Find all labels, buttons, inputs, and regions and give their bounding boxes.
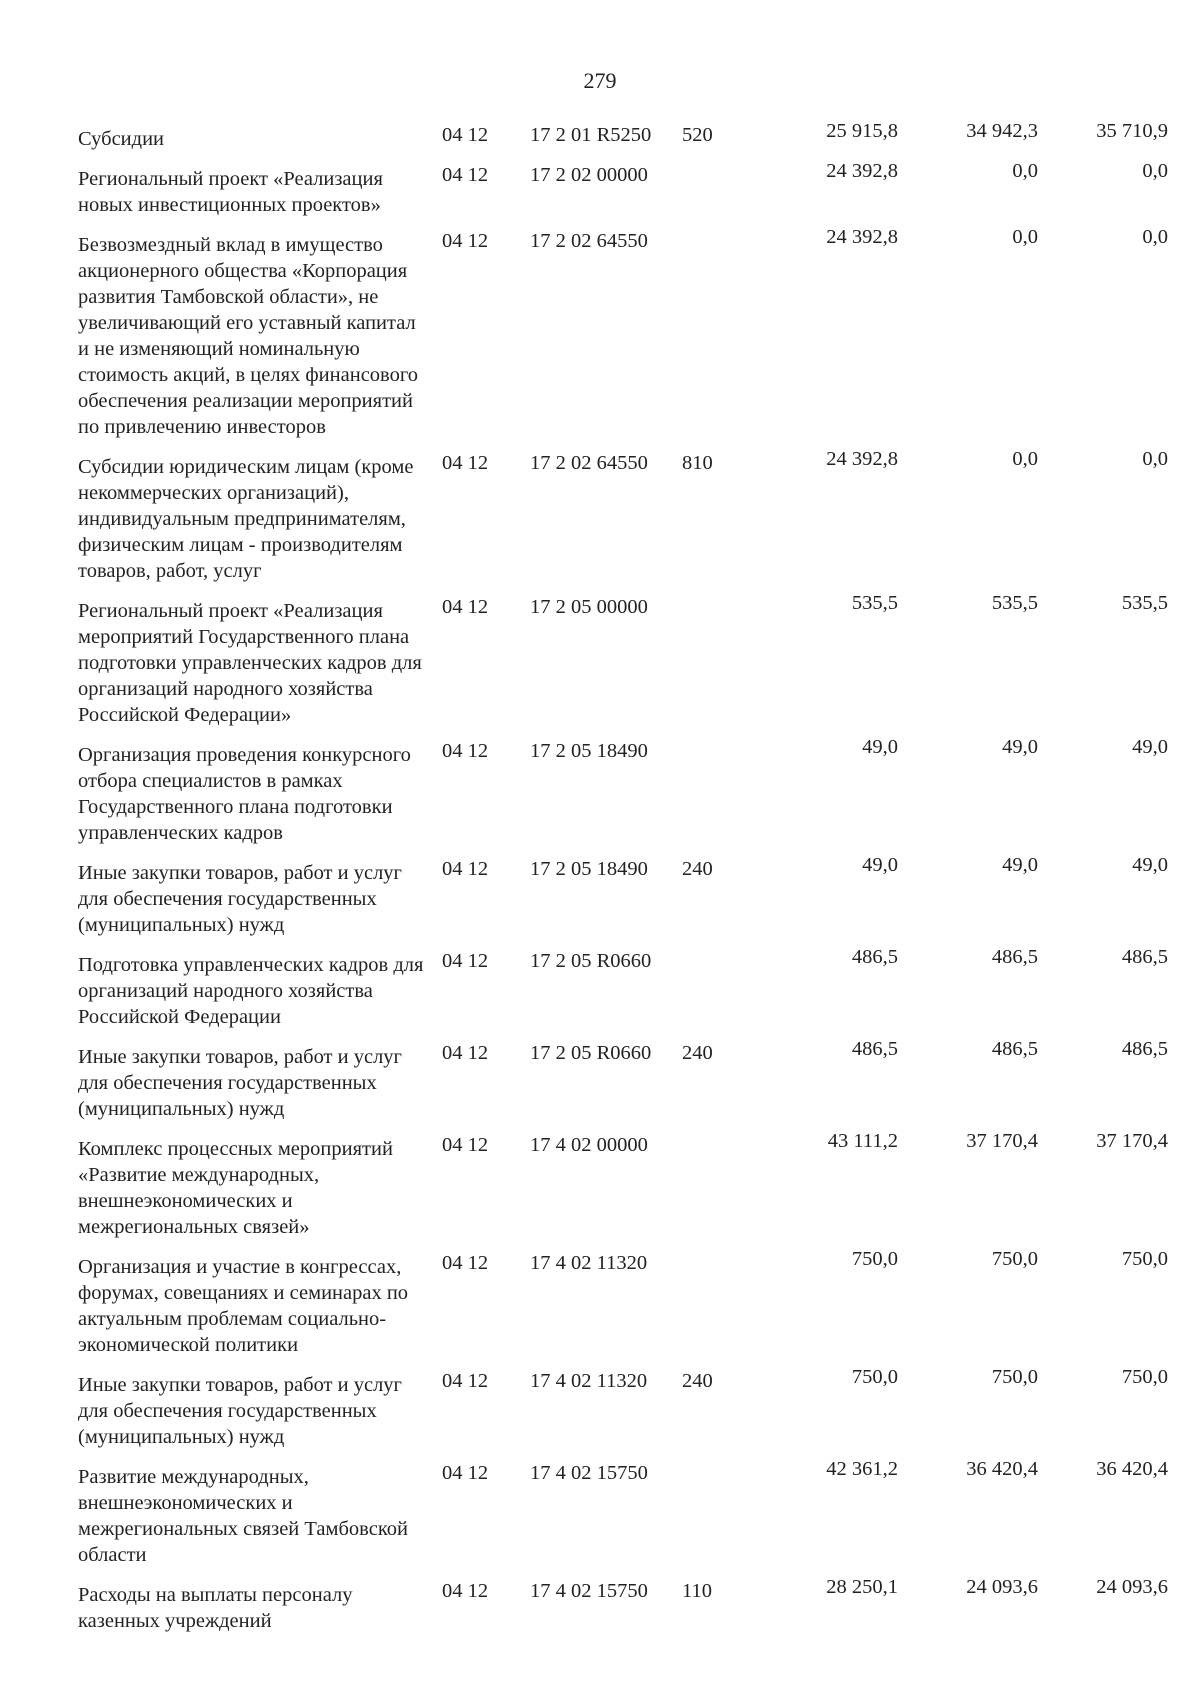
row-value-3: 750,0 — [1121, 1366, 1168, 1388]
table-row — [78, 1364, 1168, 1456]
row-kind: 240 — [682, 1042, 713, 1064]
table-row — [78, 118, 1168, 158]
row-section: 04 12 — [442, 950, 489, 972]
row-value-2: 0,0 — [1012, 448, 1038, 470]
row-value-1: 28 250,1 — [826, 1576, 898, 1598]
table-row — [78, 1128, 1168, 1246]
row-value-3: 0,0 — [1142, 448, 1168, 470]
row-section: 04 12 — [442, 230, 489, 252]
row-section: 04 12 — [442, 858, 489, 880]
table-row — [78, 1574, 1168, 1640]
row-kind — [678, 1456, 748, 1568]
row-name: Региональный проект «Реализация мероприятий Государственного плана подготовки управленческих кадров для организаций народного хозяйства Российской Федерации» — [78, 600, 422, 726]
row-kind — [678, 158, 748, 218]
row-value-3: 24 093,6 — [1096, 1576, 1168, 1598]
row-kind — [678, 224, 748, 440]
row-section: 04 12 — [442, 740, 489, 762]
table-row — [78, 158, 1168, 224]
row-value-2: 49,0 — [1002, 736, 1038, 758]
budget-table — [78, 118, 1168, 1640]
row-code: 17 4 02 11320 — [530, 1252, 648, 1274]
row-code: 17 2 02 00000 — [530, 164, 648, 186]
row-code: 17 2 05 18490 — [530, 858, 648, 880]
row-name: Иные закупки товаров, работ и услуг для обеспечения государственных (муниципальных) нужд — [78, 1046, 402, 1120]
row-kind — [678, 1128, 748, 1240]
row-value-1: 24 392,8 — [826, 448, 898, 470]
row-kind — [678, 944, 748, 1030]
row-value-1: 486,5 — [851, 1038, 898, 1060]
table-row — [78, 1456, 1168, 1574]
row-value-1: 750,0 — [851, 1248, 898, 1270]
row-value-2: 750,0 — [991, 1248, 1038, 1270]
row-section: 04 12 — [442, 1042, 489, 1064]
table-row — [78, 590, 1168, 734]
row-value-2: 36 420,4 — [966, 1458, 1038, 1480]
row-value-3: 49,0 — [1132, 854, 1168, 876]
row-name: Организация проведения конкурсного отбора специалистов в рамках Государственного плана подготовки управленческих кадров — [78, 744, 411, 844]
table-row — [78, 1246, 1168, 1364]
row-kind: 520 — [682, 124, 713, 146]
row-value-1: 24 392,8 — [826, 160, 898, 182]
row-name: Иные закупки товаров, работ и услуг для обеспечения государственных (муниципальных) нужд — [78, 1374, 402, 1448]
row-code: 17 4 02 11320 — [530, 1370, 648, 1392]
row-value-2: 0,0 — [1012, 160, 1038, 182]
row-section: 04 12 — [442, 1134, 489, 1156]
row-value-3: 486,5 — [1121, 1038, 1168, 1060]
row-section: 04 12 — [442, 124, 489, 146]
row-code: 17 4 02 15750 — [530, 1580, 648, 1602]
row-section: 04 12 — [442, 1462, 489, 1484]
row-value-1: 42 361,2 — [826, 1458, 898, 1480]
row-value-3: 37 170,4 — [1096, 1130, 1168, 1152]
row-name: Субсидии юридическим лицам (кроме некоммерческих организаций), индивидуальным предпринимателям, физическим лицам - производителям товаров, работ, услуг — [78, 456, 414, 582]
row-value-1: 486,5 — [851, 946, 898, 968]
row-section: 04 12 — [442, 596, 489, 618]
row-value-3: 35 710,9 — [1096, 120, 1168, 142]
row-value-3: 486,5 — [1121, 946, 1168, 968]
row-name: Безвозмездный вклад в имущество акционерного общества «Корпорация развития Тамбовской области», не увеличивающий его уставный капитал и не изменяющий номинальную стоимость акций, в целях финансового обеспечения реализации мероприятий по привлечению инвесторов — [78, 234, 418, 438]
row-kind — [678, 590, 748, 728]
row-value-3: 750,0 — [1121, 1248, 1168, 1270]
row-section: 04 12 — [442, 1252, 489, 1274]
row-section: 04 12 — [442, 452, 489, 474]
row-name: Иные закупки товаров, работ и услуг для обеспечения государственных (муниципальных) нужд — [78, 862, 402, 936]
row-value-2: 49,0 — [1002, 854, 1038, 876]
row-value-2: 34 942,3 — [966, 120, 1038, 142]
row-kind: 240 — [682, 1370, 713, 1392]
row-kind: 110 — [682, 1580, 712, 1602]
row-section: 04 12 — [442, 164, 489, 186]
row-value-2: 750,0 — [991, 1366, 1038, 1388]
row-code: 17 2 05 18490 — [530, 740, 648, 762]
row-value-1: 25 915,8 — [826, 120, 898, 142]
row-name: Организация и участие в конгрессах, форумах, совещаниях и семинарах по актуальным проблемам социально-экономической политики — [78, 1256, 409, 1356]
row-kind: 810 — [682, 452, 713, 474]
row-value-2: 0,0 — [1012, 226, 1038, 248]
table-row — [78, 446, 1168, 590]
row-name: Развитие международных, внешнеэкономических и межрегиональных связей Тамбовской области — [78, 1466, 408, 1566]
row-code: 17 2 02 64550 — [530, 452, 648, 474]
row-name: Комплекс процессных мероприятий «Развитие международных, внешнеэкономических и межрегиональных связей» — [78, 1138, 393, 1238]
row-name: Подготовка управленческих кадров для организаций народного хозяйства Российской Федерации — [78, 954, 424, 1028]
row-value-3: 535,5 — [1121, 592, 1168, 614]
table-row — [78, 852, 1168, 944]
row-value-3: 0,0 — [1142, 160, 1168, 182]
row-value-3: 0,0 — [1142, 226, 1168, 248]
row-value-1: 49,0 — [862, 854, 898, 876]
table-row — [78, 224, 1168, 446]
row-code: 17 2 01 R5250 — [530, 124, 652, 146]
row-code: 17 2 02 64550 — [530, 230, 648, 252]
row-value-2: 486,5 — [991, 946, 1038, 968]
row-section: 04 12 — [442, 1580, 489, 1602]
row-name: Региональный проект «Реализация новых инвестиционных проектов» — [78, 168, 383, 216]
row-kind — [678, 1246, 748, 1358]
row-value-2: 37 170,4 — [966, 1130, 1038, 1152]
row-code: 17 2 05 R0660 — [530, 1042, 652, 1064]
row-value-2: 24 093,6 — [966, 1576, 1038, 1598]
row-value-2: 486,5 — [991, 1038, 1038, 1060]
row-value-2: 535,5 — [991, 592, 1038, 614]
row-value-1: 43 111,2 — [827, 1130, 898, 1152]
row-value-3: 49,0 — [1132, 736, 1168, 758]
row-code: 17 2 05 R0660 — [530, 950, 652, 972]
page-number: 279 — [583, 68, 617, 93]
row-value-1: 750,0 — [851, 1366, 898, 1388]
row-kind: 240 — [682, 858, 713, 880]
row-value-1: 24 392,8 — [826, 226, 898, 248]
row-value-1: 49,0 — [862, 736, 898, 758]
row-code: 17 4 02 15750 — [530, 1462, 648, 1484]
table-row — [78, 1036, 1168, 1128]
row-code: 17 2 05 00000 — [530, 596, 648, 618]
row-section: 04 12 — [442, 1370, 489, 1392]
table-row — [78, 944, 1168, 1036]
row-value-3: 36 420,4 — [1096, 1458, 1168, 1480]
table-row — [78, 734, 1168, 852]
row-code: 17 4 02 00000 — [530, 1134, 648, 1156]
row-value-1: 535,5 — [851, 592, 898, 614]
row-name: Субсидии — [78, 128, 165, 150]
row-name: Расходы на выплаты персоналу казенных учреждений — [78, 1584, 353, 1632]
row-kind — [678, 734, 748, 846]
